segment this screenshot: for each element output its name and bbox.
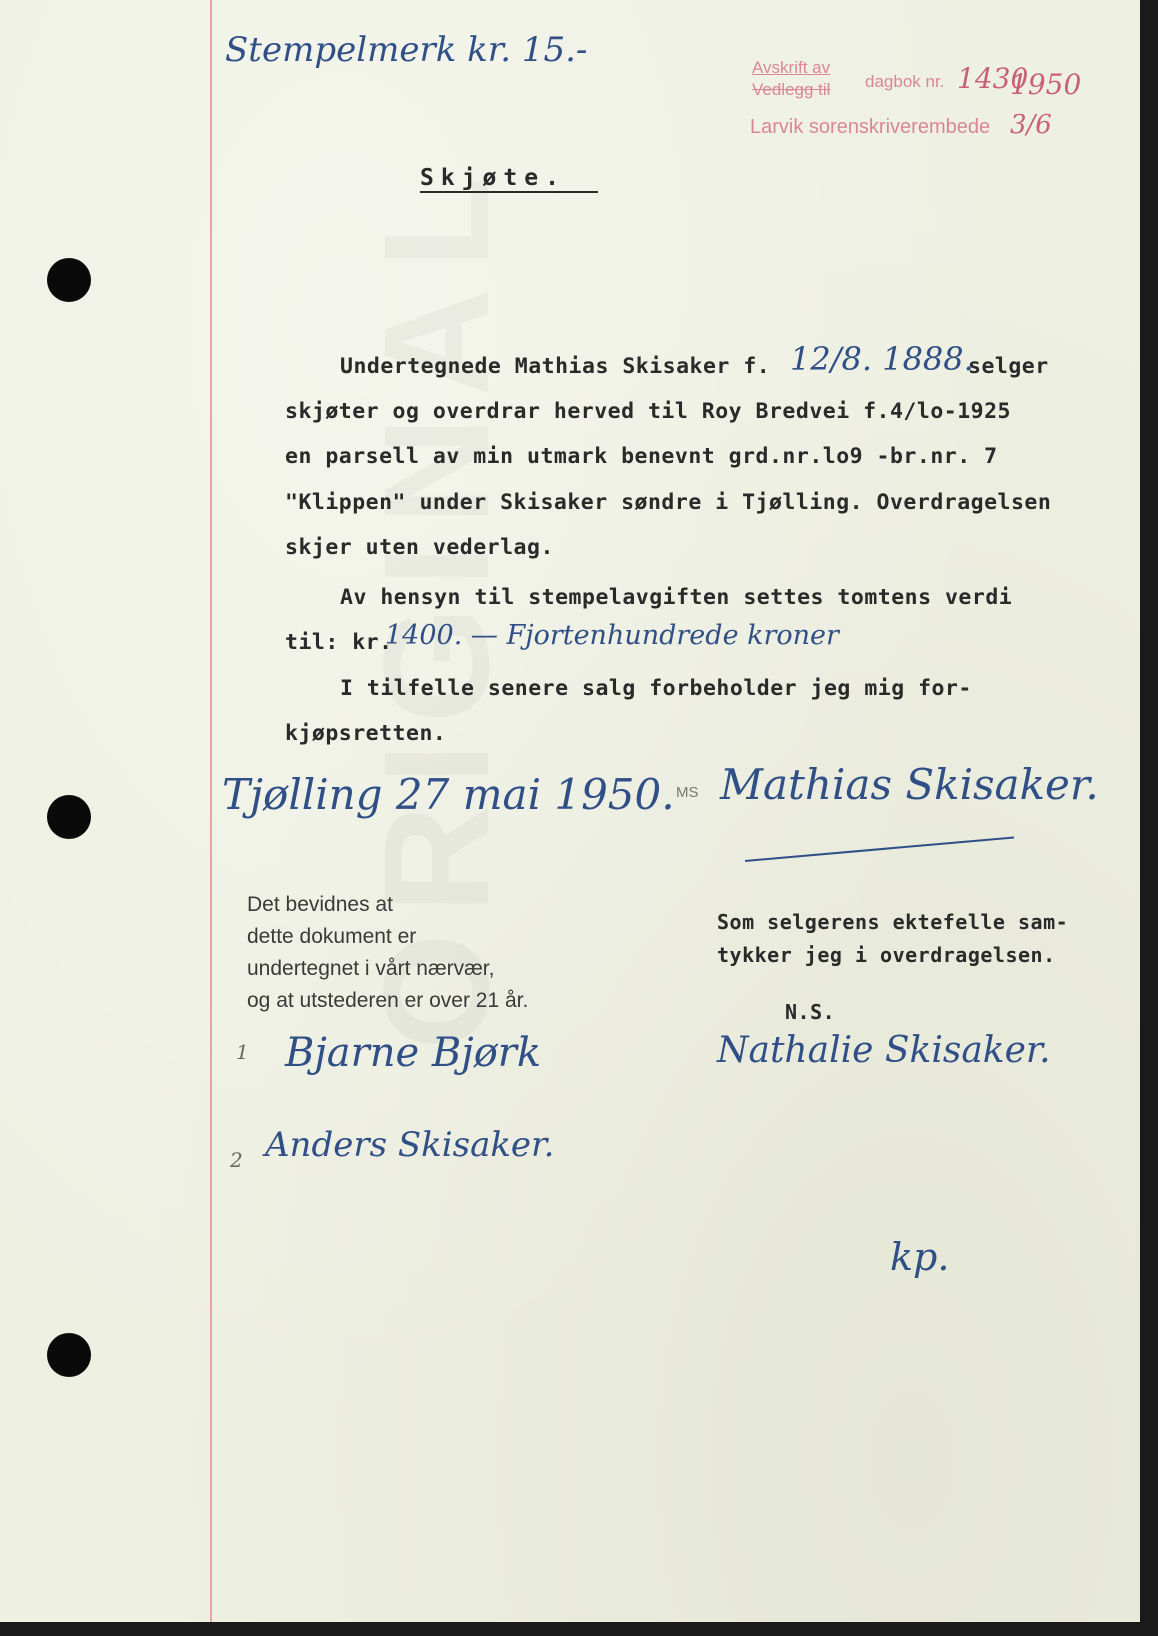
- para2-line1: Av hensyn til stempelavgiften settes tomtens verdi: [340, 585, 1013, 610]
- title-underline: [420, 191, 598, 193]
- spouse-line2: tykker jeg i overdragelsen.: [717, 943, 1056, 967]
- property-value: 1400. — Fjortenhundrede kroner: [385, 620, 839, 651]
- witness-signature-1: Bjarne Bjørk: [285, 1030, 542, 1076]
- seller-birthdate: 12/8. 1888.: [790, 340, 974, 378]
- seller-signature: Mathias Skisaker.: [720, 760, 1099, 809]
- footer-note: kp.: [890, 1235, 950, 1279]
- stamp-duty-note: Stempelmerk kr. 15.-: [225, 30, 588, 70]
- spouse-line1: Som selgerens ektefelle sam-: [717, 910, 1069, 934]
- registry-stamp-date: 3/6: [1010, 110, 1052, 140]
- witness-signature-2: Anders Skisaker.: [265, 1125, 555, 1165]
- para1-line4: "Klippen" under Skisaker søndre i Tjølling. Overdragelsen: [285, 490, 1052, 515]
- punch-hole: [47, 258, 91, 302]
- witness-number-1: 1: [236, 1040, 249, 1064]
- para2-line2-label: til: kr.: [285, 630, 393, 655]
- witness-line2: dette dokument er: [247, 925, 417, 948]
- registry-stamp-dagbok-number: 1430: [957, 62, 1029, 95]
- margin-line: [210, 0, 212, 1622]
- signature-flourish: [745, 836, 1014, 862]
- punch-hole: [47, 1333, 91, 1377]
- para1-line5: skjer uten vederlag.: [285, 535, 554, 560]
- registry-stamp-line1: Avskrift av: [752, 58, 831, 77]
- para1-line3: en parsell av min utmark benevnt grd.nr.lo9 -br.nr. 7: [285, 444, 998, 469]
- registry-stamp-dagbok-label: dagbok nr.: [865, 72, 945, 91]
- registry-stamp-office: Larvik sorenskriverembede: [750, 116, 991, 138]
- para3-line1: I tilfelle senere salg forbeholder jeg mig for-: [340, 676, 972, 701]
- witness-line1: Det bevidnes at: [247, 893, 393, 916]
- para3-line2: kjøpsretten.: [285, 721, 447, 746]
- document-title: Skjøte.: [420, 165, 566, 191]
- place-date: Tjølling 27 mai 1950.: [222, 770, 675, 819]
- para1-line1-suffix: selger: [968, 354, 1049, 379]
- spouse-initials: N.S.: [785, 1000, 836, 1024]
- seller-initials: MS: [676, 784, 699, 801]
- witness-line3: undertegnet i vårt nærvær,: [247, 957, 495, 980]
- spouse-signature: Nathalie Skisaker.: [717, 1030, 1051, 1071]
- para1-line2: skjøter og overdrar herved til Roy Bredvei f.4/lo-1925: [285, 399, 1011, 424]
- witness-line4: og at utstederen er over 21 år.: [247, 989, 529, 1012]
- witness-number-2: 2: [230, 1148, 243, 1172]
- para1-line1: Undertegnede Mathias Skisaker f.: [340, 354, 771, 379]
- registry-stamp-year: 1950: [1010, 68, 1082, 101]
- punch-hole: [47, 795, 91, 839]
- registry-stamp-line2: Vedlegg til: [752, 80, 831, 99]
